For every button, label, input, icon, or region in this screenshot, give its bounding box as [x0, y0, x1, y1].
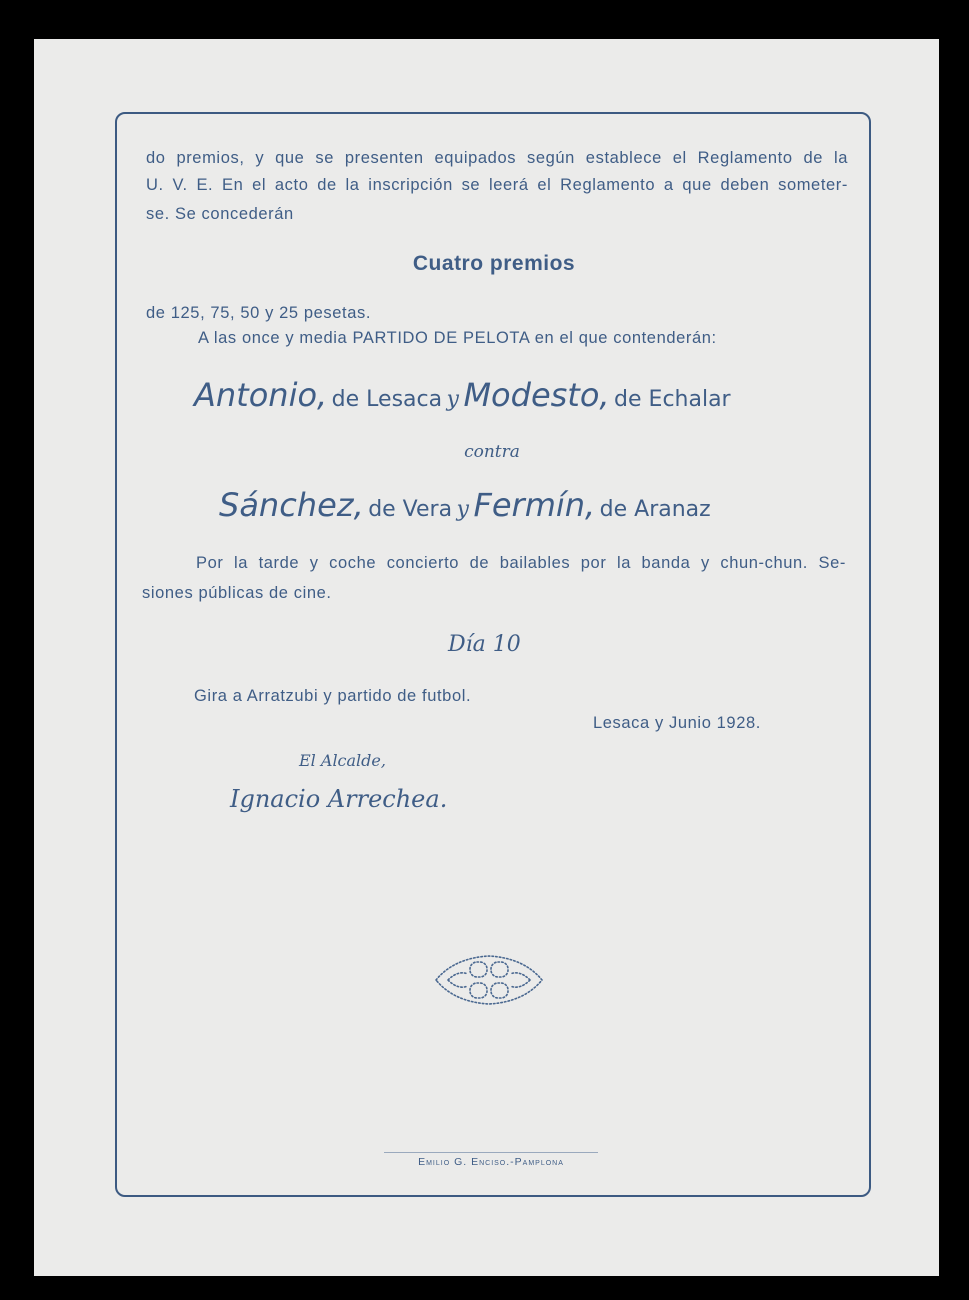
printer-imprint: Emilio G. Enciso.-Pamplona — [418, 1156, 564, 1168]
afternoon-line-2: siones públicas de cine. — [142, 584, 332, 602]
team-2-origin-2: de Aranaz — [599, 497, 711, 522]
afternoon-line-1: Por la tarde y coche concierto de bailables por la banda y chun-chun. Se- — [196, 554, 846, 572]
team-2-player-2: Fermín, — [473, 486, 596, 524]
ornament-icon — [434, 952, 544, 1008]
team-2-player-1: Sánchez, — [219, 486, 364, 524]
prizes-amounts: de 125, 75, 50 y 25 pesetas. — [146, 304, 372, 322]
team-1-origin-2: de Echalar — [614, 387, 731, 412]
team-1-conjunction: y — [446, 387, 459, 412]
team-2-conjunction: y — [456, 497, 469, 522]
team-1-player-1: Antonio, — [194, 376, 328, 414]
team-1-player-2: Modesto, — [463, 376, 610, 414]
paragraph-line-1: do premios, y que se presenten equipados según establece el Reglamento de la — [146, 149, 848, 167]
team-2-line — [219, 486, 711, 524]
day-10-heading: Día 10 — [448, 632, 521, 657]
team-1-origin-1: de Lesaca — [331, 387, 443, 412]
paragraph-line-2: U. V. E. En el acto de la inscripción se leerá el Reglamento a que deben someter- — [146, 176, 848, 194]
signature-name: Ignacio Arrechea. — [230, 785, 448, 813]
versus-label: contra — [464, 442, 520, 462]
team-2-origin-1: de Vera — [368, 497, 453, 522]
document-sheet — [34, 39, 939, 1276]
signature-role: El Alcalde, — [299, 751, 386, 770]
day-10-text: Gira a Arratzubi y partido de futbol. — [194, 687, 472, 705]
imprint-rule — [384, 1152, 598, 1153]
team-1-line — [194, 376, 731, 414]
pelota-intro: A las once y media PARTIDO DE PELOTA en el que contenderán: — [198, 329, 717, 347]
prizes-heading: Cuatro premios — [412, 252, 576, 275]
place-date: Lesaca y Junio 1928. — [593, 714, 761, 732]
paragraph-line-3: se. Se concederán — [146, 205, 294, 223]
